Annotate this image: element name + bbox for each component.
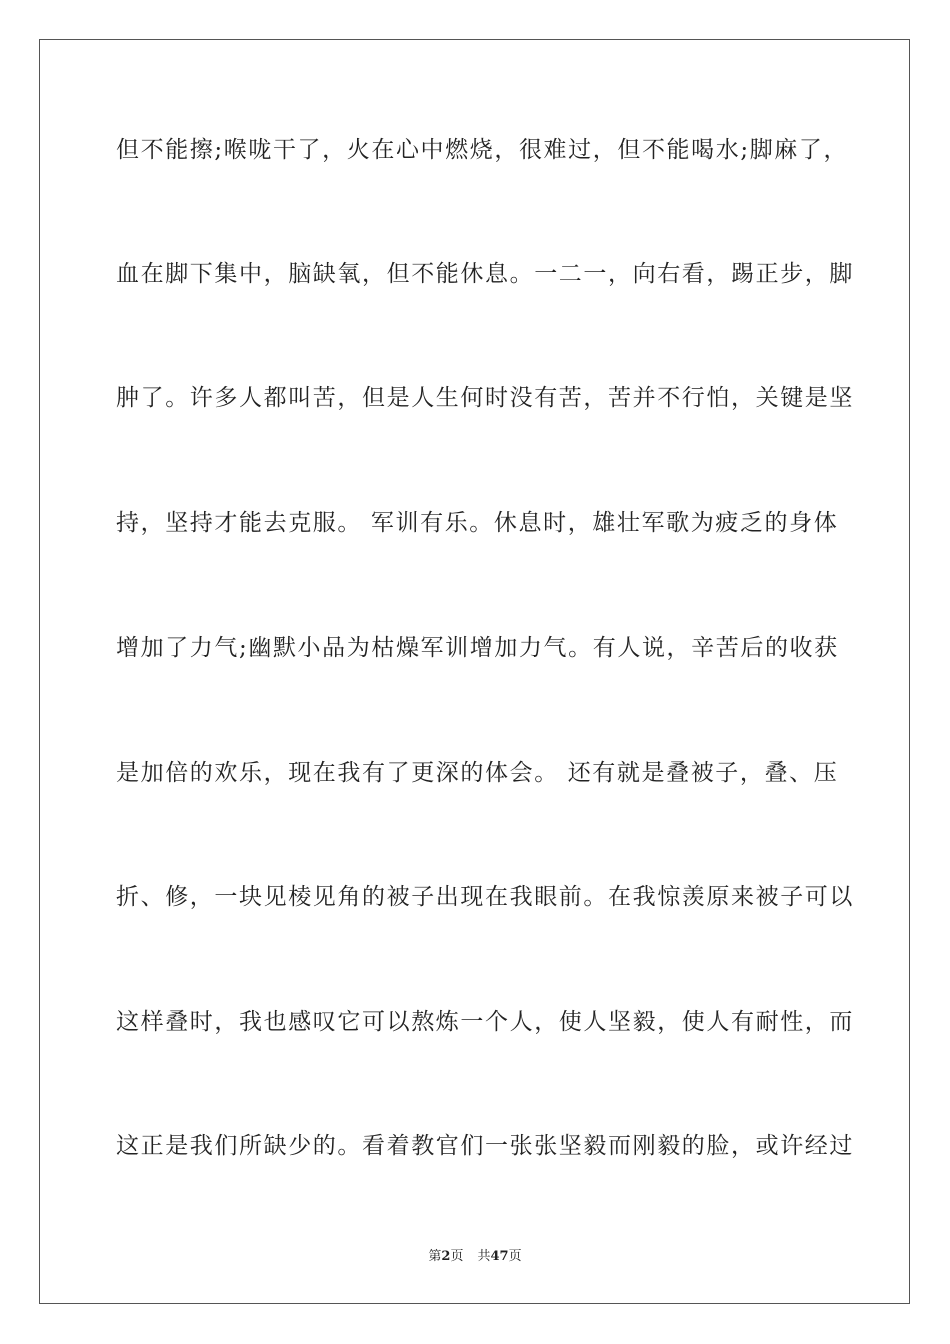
text-line: 这样叠时，我也感叹它可以熬炼一个人，使人坚毅，使人有耐性，而 xyxy=(116,1009,854,1035)
page-footer xyxy=(0,1248,950,1266)
text-line: 增加了力气;幽默小品为枯燥军训增加力气。有人说，辛苦后的收获 xyxy=(116,635,839,661)
page-number: 2 xyxy=(441,1249,451,1264)
text-line: 这正是我们所缺少的。看着教官们一张张坚毅而刚毅的脸，或许经过 xyxy=(116,1133,854,1159)
total-pages-label: 共47页 xyxy=(477,1249,522,1264)
text-line: 折、修，一块见棱见角的被子出现在我眼前。在我惊羡原来被子可以 xyxy=(116,884,854,910)
page-border xyxy=(39,39,910,1304)
text-line: 血在脚下集中，脑缺氧，但不能休息。一二一，向右看，踢正步，脚 xyxy=(116,261,854,287)
text-line: 持，坚持才能去克服。 军训有乐。休息时，雄壮军歌为疲乏的身体 xyxy=(116,510,839,536)
text-line: 肿了。许多人都叫苦，但是人生何时没有苦，苦并不行怕，关键是坚 xyxy=(116,385,854,411)
total-pages: 47 xyxy=(490,1249,509,1264)
text-line: 是加倍的欢乐，现在我有了更深的体会。 还有就是叠被子，叠、压 xyxy=(116,760,839,786)
text-line: 但不能擦;喉咙干了，火在心中燃烧，很难过，但不能喝水;脚麻了， xyxy=(116,137,849,163)
page-number-label: 第2页 xyxy=(428,1249,464,1264)
